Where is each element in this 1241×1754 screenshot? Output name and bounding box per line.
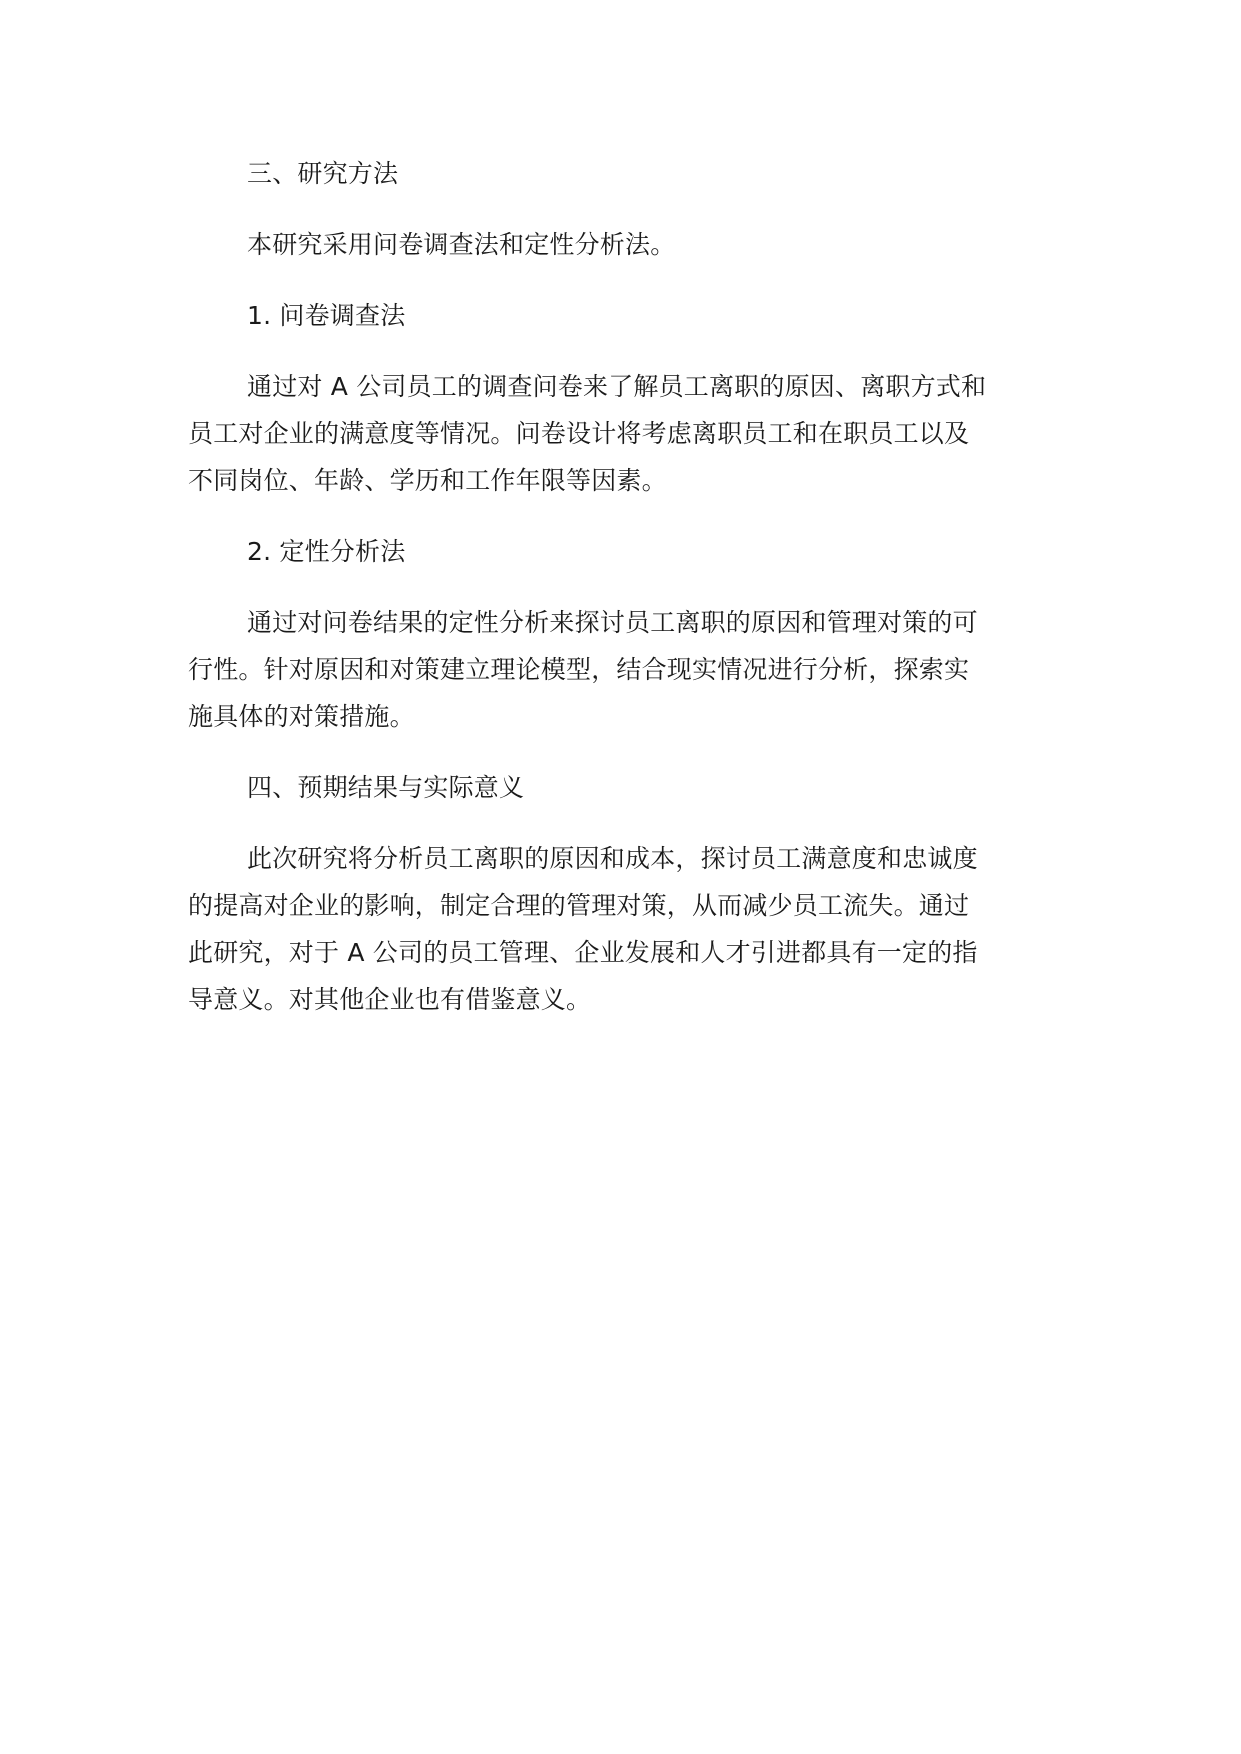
paragraph-line: 通过对 A 公司员工的调查问卷来了解员工离职的原因、离职方式和 bbox=[247, 372, 987, 401]
paragraph-line: 通过对问卷结果的定性分析来探讨员工离职的原因和管理对策的可 bbox=[247, 608, 978, 637]
paragraph-line: 不同岗位、年龄、学历和工作年限等因素。 bbox=[188, 466, 667, 495]
subheading-questionnaire: 1. 问卷调查法 bbox=[247, 301, 406, 330]
paragraph-line: 员工对企业的满意度等情况。问卷设计将考虑离职员工和在职员工以及 bbox=[188, 419, 970, 448]
paragraph-line: 施具体的对策措施。 bbox=[188, 702, 415, 731]
section-heading-expected-results: 四、预期结果与实际意义 bbox=[247, 773, 525, 802]
paragraph-questionnaire bbox=[188, 363, 1040, 504]
paragraph-line: 的提高对企业的影响，制定合理的管理对策，从而减少员工流失。通过 bbox=[188, 891, 970, 920]
subheading-qualitative: 2. 定性分析法 bbox=[247, 537, 406, 566]
paragraph-qualitative bbox=[188, 599, 1040, 740]
paragraph-line: 导意义。对其他企业也有借鉴意义。 bbox=[188, 985, 592, 1014]
paragraph-line: 行性。针对原因和对策建立理论模型，结合现实情况进行分析，探索实 bbox=[188, 655, 970, 684]
paragraph-line: 此次研究将分析员工离职的原因和成本，探讨员工满意度和忠诚度 bbox=[247, 844, 978, 873]
paragraph-results bbox=[188, 835, 1040, 1023]
intro-paragraph: 本研究采用问卷调查法和定性分析法。 bbox=[247, 230, 676, 259]
section-heading-research-methods: 三、研究方法 bbox=[247, 159, 399, 188]
paragraph-line: 此研究，对于 A 公司的员工管理、企业发展和人才引进都具有一定的指 bbox=[188, 938, 978, 967]
document-body bbox=[188, 150, 1040, 1047]
